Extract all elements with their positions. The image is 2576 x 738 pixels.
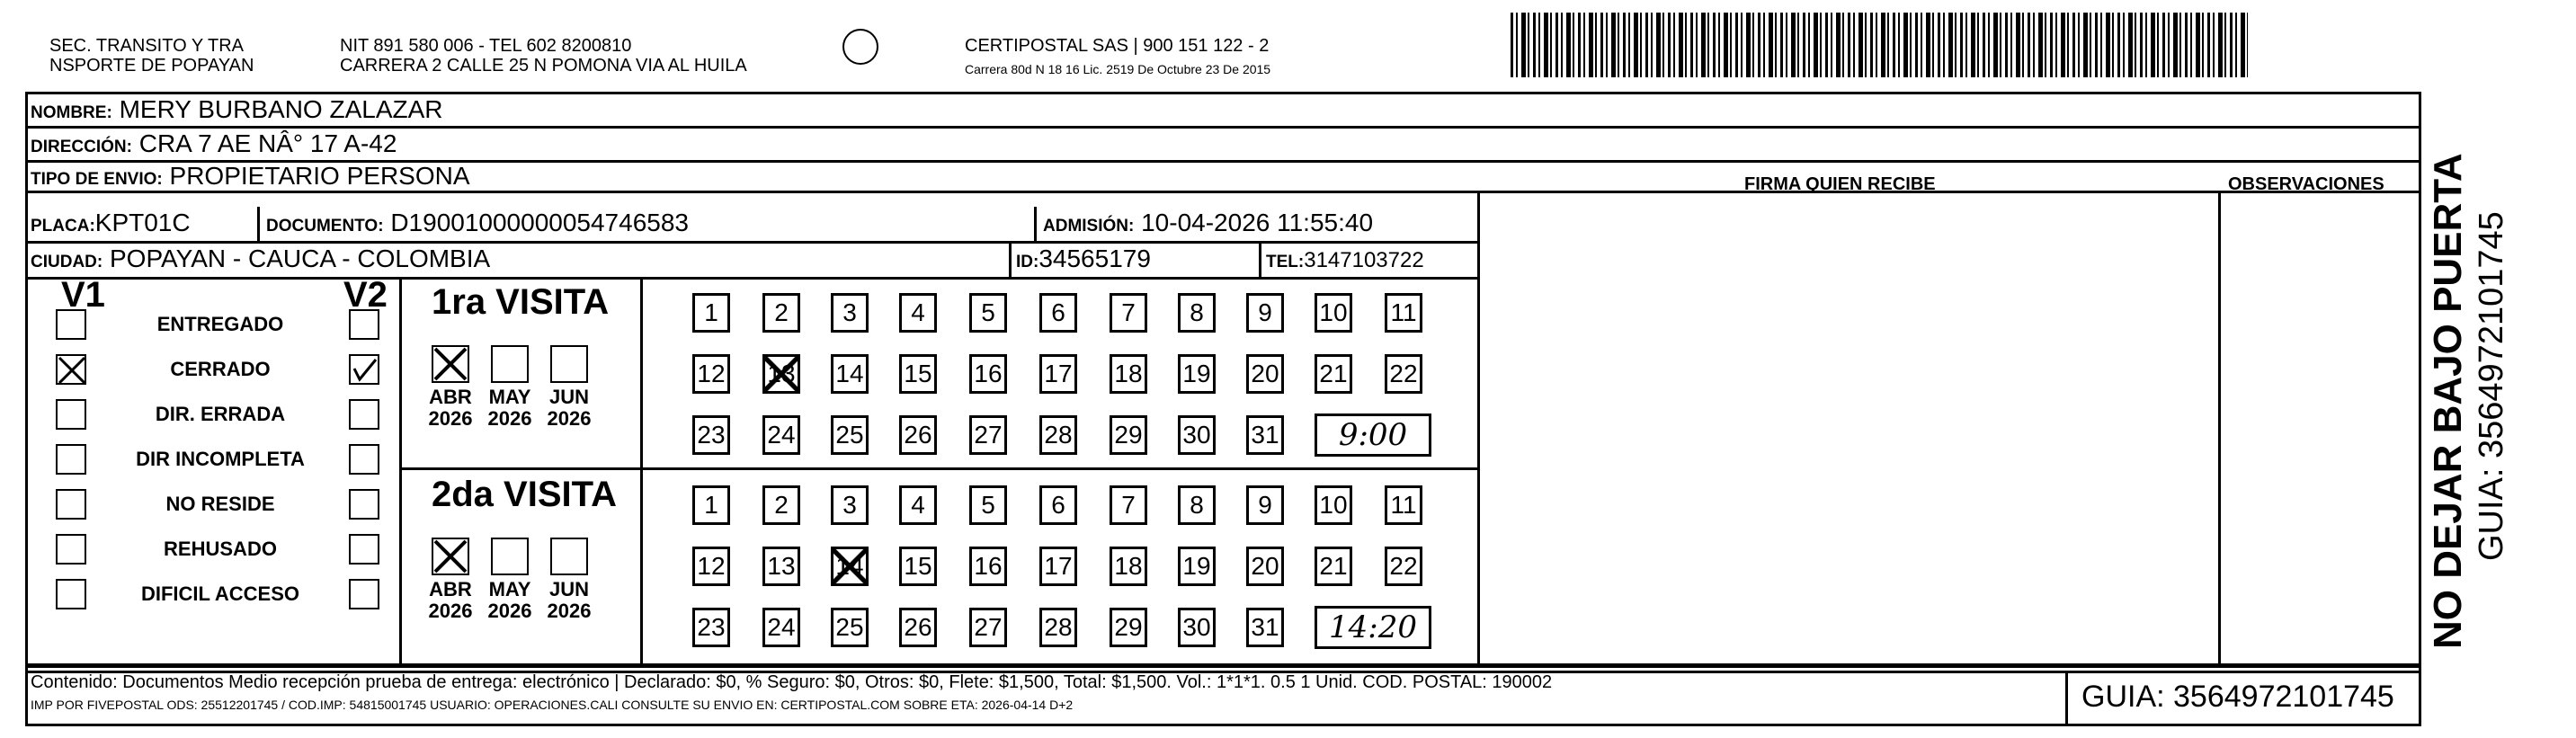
- v2-checkbox[interactable]: [349, 489, 379, 520]
- v1-checkbox[interactable]: [56, 534, 86, 565]
- day-box[interactable]: 18: [1110, 547, 1147, 586]
- status-label: REHUSADO: [164, 538, 277, 560]
- sender-line-1: SEC. TRANSITO Y TRA: [49, 36, 244, 56]
- day-box[interactable]: 9: [1246, 485, 1284, 525]
- day-box[interactable]: 23: [692, 608, 730, 647]
- visit-title: 2da VISITA: [432, 475, 617, 514]
- day-box[interactable]: 31: [1246, 608, 1284, 647]
- day-box[interactable]: 24: [762, 415, 800, 455]
- status-label: DIFICIL ACCESO: [140, 582, 299, 605]
- ciudad-field: CIUDAD: POPAYAN - CAUCA - COLOMBIA: [31, 245, 491, 272]
- v2-checkbox[interactable]: [349, 309, 379, 340]
- day-box[interactable]: 21: [1315, 547, 1352, 586]
- month-checkbox[interactable]: [432, 345, 469, 383]
- barcode: [1511, 13, 2248, 77]
- day-box[interactable]: 11: [1385, 293, 1422, 333]
- day-box[interactable]: 1: [692, 293, 730, 333]
- day-box[interactable]: 30: [1178, 608, 1216, 647]
- day-box[interactable]: 4: [899, 485, 937, 525]
- day-box[interactable]: 17: [1039, 547, 1077, 586]
- visit-time[interactable]: 9:00: [1315, 413, 1431, 457]
- row-line: [25, 277, 1480, 280]
- observaciones-label: OBSERVACIONES: [2228, 174, 2384, 194]
- v2-checkbox[interactable]: [349, 534, 379, 565]
- day-box[interactable]: 12: [692, 354, 730, 394]
- placa-field: PLACA:KPT01C: [31, 209, 191, 236]
- day-box[interactable]: 8: [1178, 485, 1216, 525]
- id-field: ID:34565179: [1016, 245, 1151, 272]
- day-box[interactable]: 25: [831, 415, 869, 455]
- day-box[interactable]: 15: [899, 354, 937, 394]
- month-checkbox[interactable]: [491, 345, 529, 383]
- footer-line-1: Contenido: Documentos Medio recepción prueba de entrega: electrónico | Declarado: $0, % Seguro: $0, Otros: $0, Flete: $1,500, Total: $1,500. Vol.: 1*1*1. 0.5 1 Unid. COD. POSTAL: 190002: [31, 672, 1553, 692]
- v1-checkbox[interactable]: [56, 489, 86, 520]
- day-box[interactable]: 26: [899, 608, 937, 647]
- visit-time[interactable]: 14:20: [1315, 606, 1431, 649]
- day-box[interactable]: 27: [969, 608, 1007, 647]
- col-line: [1477, 191, 1480, 667]
- day-box[interactable]: 12: [692, 547, 730, 586]
- carrier-line-1: CERTIPOSTAL SAS | 900 151 122 - 2: [965, 36, 1270, 56]
- direccion-field: DIRECCIÓN: CRA 7 AE NÂ° 17 A-42: [31, 129, 397, 157]
- day-box[interactable]: 21: [1315, 354, 1352, 394]
- admision-field: ADMISIÓN: 10-04-2026 11:55:40: [1043, 209, 1374, 236]
- tipo-envio-field: TIPO DE ENVIO: PROPIETARIO PERSONA: [31, 162, 470, 190]
- status-label: NO RESIDE: [165, 493, 275, 515]
- nombre-field: NOMBRE: MERY BURBANO ZALAZAR: [31, 95, 443, 123]
- nit-line-2: CARRERA 2 CALLE 25 N POMONA VIA AL HUILA: [340, 56, 747, 76]
- day-box[interactable]: 29: [1110, 608, 1147, 647]
- day-box[interactable]: 3: [831, 293, 869, 333]
- day-box[interactable]: 15: [899, 547, 937, 586]
- day-box[interactable]: 31: [1246, 415, 1284, 455]
- day-box[interactable]: 25: [831, 608, 869, 647]
- day-box[interactable]: 29: [1110, 415, 1147, 455]
- day-box[interactable]: 20: [1246, 354, 1284, 394]
- month-checkbox[interactable]: [491, 538, 529, 575]
- carrier-line-2: Carrera 80d N 18 16 Lic. 2519 De Octubre 23 De 2015: [965, 62, 1271, 76]
- day-box[interactable]: 17: [1039, 354, 1077, 394]
- day-box[interactable]: 24: [762, 608, 800, 647]
- day-box[interactable]: 23: [692, 415, 730, 455]
- day-box[interactable]: 20: [1246, 547, 1284, 586]
- month-label: JUN 2026: [547, 386, 592, 430]
- col-line: [2218, 191, 2221, 667]
- v2-checkbox[interactable]: [349, 579, 379, 609]
- day-box[interactable]: 14: [831, 547, 869, 586]
- v2-checkbox[interactable]: [349, 399, 379, 430]
- day-box[interactable]: 8: [1178, 293, 1216, 333]
- row-line: [25, 241, 1480, 244]
- day-box[interactable]: 5: [969, 293, 1007, 333]
- sender-line-2: NSPORTE DE POPAYAN: [49, 56, 254, 76]
- month-label: MAY 2026: [487, 386, 532, 430]
- day-box[interactable]: 30: [1178, 415, 1216, 455]
- col-line: [399, 277, 402, 663]
- day-box[interactable]: 28: [1039, 608, 1077, 647]
- day-box[interactable]: 22: [1385, 547, 1422, 586]
- day-box[interactable]: 10: [1315, 293, 1352, 333]
- day-box[interactable]: 27: [969, 415, 1007, 455]
- day-box[interactable]: 2: [762, 293, 800, 333]
- side-warning: NO DEJAR BAJO PUERTA: [2426, 153, 2470, 649]
- day-box[interactable]: 9: [1246, 293, 1284, 333]
- status-label: DIR INCOMPLETA: [136, 448, 305, 470]
- day-box[interactable]: 1: [692, 485, 730, 525]
- day-box[interactable]: 13: [762, 354, 800, 394]
- documento-field: DOCUMENTO: D19001000000054746583: [266, 209, 689, 236]
- day-box[interactable]: 18: [1110, 354, 1147, 394]
- status-label: DIR. ERRADA: [155, 403, 286, 425]
- v2-checkbox[interactable]: [349, 444, 379, 475]
- day-box[interactable]: 10: [1315, 485, 1352, 525]
- month-label: MAY 2026: [487, 578, 532, 622]
- day-box[interactable]: 4: [899, 293, 937, 333]
- month-checkbox[interactable]: [550, 538, 588, 575]
- day-box[interactable]: 7: [1110, 293, 1147, 333]
- footer-frame: [25, 665, 2421, 726]
- visit-title: 1ra VISITA: [432, 282, 610, 322]
- day-box[interactable]: 13: [762, 547, 800, 586]
- tel-field: TEL:3147103722: [1266, 248, 1424, 272]
- v1-checkbox[interactable]: [56, 399, 86, 430]
- col-line: [1009, 241, 1012, 277]
- v2-label: V2: [343, 275, 388, 315]
- day-box[interactable]: 19: [1178, 354, 1216, 394]
- day-box[interactable]: 7: [1110, 485, 1147, 525]
- side-guia: GUIA: 3564972101745: [2473, 211, 2510, 561]
- day-box[interactable]: 26: [899, 415, 937, 455]
- nit-line-1: NIT 891 580 006 - TEL 602 8200810: [340, 36, 632, 56]
- col-line: [399, 467, 1478, 470]
- day-box[interactable]: 5: [969, 485, 1007, 525]
- footer-guia: GUIA: 3564972101745: [2081, 680, 2394, 714]
- day-box[interactable]: 16: [969, 354, 1007, 394]
- col-line: [1034, 207, 1037, 243]
- day-box[interactable]: 11: [1385, 485, 1422, 525]
- day-box[interactable]: 14: [831, 354, 869, 394]
- firma-label: FIRMA QUIEN RECIBE: [1744, 174, 1936, 194]
- month-label: JUN 2026: [547, 578, 592, 622]
- v2-checkbox[interactable]: [349, 354, 379, 385]
- v1-checkbox[interactable]: [56, 579, 86, 609]
- certipostal-logo-icon: [842, 29, 878, 65]
- day-box[interactable]: 6: [1039, 485, 1077, 525]
- v1-checkbox[interactable]: [56, 354, 86, 385]
- day-box[interactable]: 22: [1385, 354, 1422, 394]
- v1-checkbox[interactable]: [56, 444, 86, 475]
- day-box[interactable]: 3: [831, 485, 869, 525]
- month-checkbox[interactable]: [550, 345, 588, 383]
- v1-checkbox[interactable]: [56, 309, 86, 340]
- col-line: [1259, 241, 1261, 277]
- footer-line-2: IMP POR FIVEPOSTAL ODS: 25512201745 / COD.IMP: 54815001745 USUARIO: OPERACIONES.CALI CONSULTE SU ENVIO EN: CERTIPOSTAL.COM SOBRE ETA: 2026-04-14 D+2: [31, 698, 1074, 712]
- day-box[interactable]: 2: [762, 485, 800, 525]
- col-line: [640, 277, 643, 663]
- month-label: ABR 2026: [428, 386, 473, 430]
- month-checkbox[interactable]: [432, 538, 469, 575]
- status-label: CERRADO: [170, 358, 271, 380]
- day-box[interactable]: 28: [1039, 415, 1077, 455]
- status-label: ENTREGADO: [156, 313, 284, 335]
- day-box[interactable]: 16: [969, 547, 1007, 586]
- day-box[interactable]: 19: [1178, 547, 1216, 586]
- v1-label: V1: [61, 275, 105, 315]
- month-label: ABR 2026: [428, 578, 473, 622]
- day-box[interactable]: 6: [1039, 293, 1077, 333]
- col-line: [257, 207, 260, 243]
